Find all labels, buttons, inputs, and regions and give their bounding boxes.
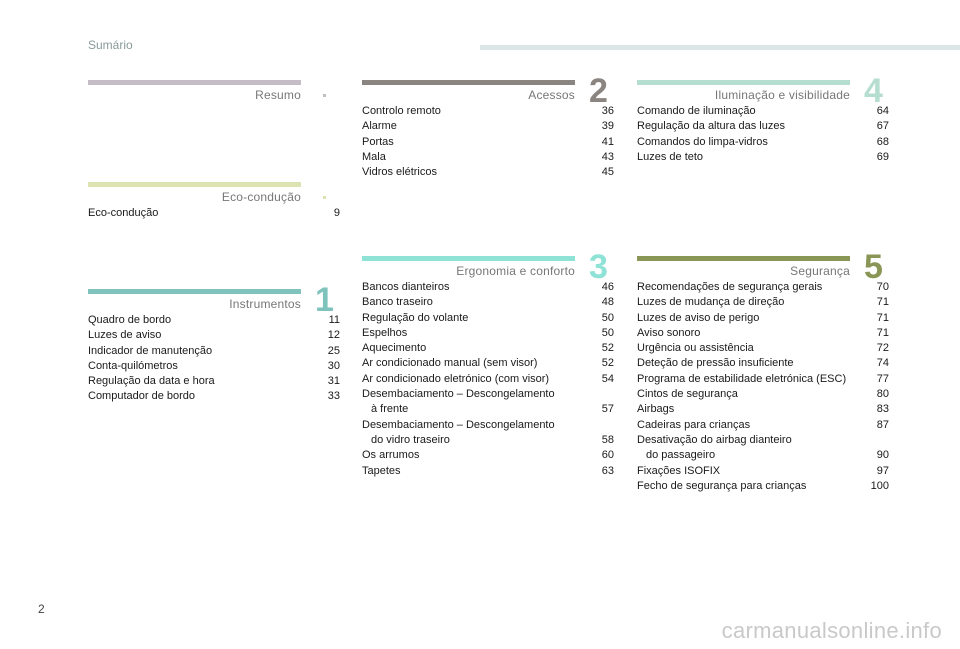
toc-entry-label [88, 389, 201, 404]
toc-entry-label [637, 402, 680, 417]
toc-entry-label [637, 479, 812, 494]
toc-entry-label [362, 280, 455, 295]
toc-entry[interactable] [362, 150, 614, 165]
toc-entry[interactable] [637, 295, 889, 310]
section-items [637, 280, 889, 494]
toc-entry-page: 30 [327, 359, 340, 372]
toc-entry-page: 50 [601, 311, 614, 324]
toc-entry-label [362, 150, 392, 165]
page-number: 2 [38, 602, 45, 616]
toc-entry[interactable] [362, 295, 614, 310]
toc-entry-label [362, 448, 425, 463]
toc-entry-label-line: Recomendações de segurança gerais [637, 281, 823, 293]
toc-entry-label-line: Banco traseiro [362, 296, 433, 309]
toc-entry[interactable] [637, 326, 889, 341]
section-title[interactable]: Iluminação e visibilidade [714, 88, 850, 102]
toc-entry-page: 46 [601, 281, 614, 293]
toc-entry[interactable] [637, 372, 889, 387]
toc-entry-label-line: Desembaciamento – Descongelamento [362, 418, 555, 431]
toc-entry-label-line: Quadro de bordo [88, 314, 172, 326]
section-title[interactable]: Segurança [790, 264, 850, 278]
section-items [88, 313, 340, 405]
toc-entry-label-line: Computador de bordo [88, 390, 196, 403]
section-number: 1 [315, 281, 334, 319]
toc-entry[interactable] [88, 344, 340, 359]
section-bar [88, 182, 301, 187]
toc-entry[interactable] [88, 328, 340, 343]
toc-entry-label-line: Eco-condução [88, 207, 159, 219]
toc-entry[interactable] [362, 448, 614, 463]
toc-entry-page: 41 [601, 135, 614, 148]
toc-entry-label [362, 418, 561, 449]
toc-entry-label-continuation: à frente [371, 403, 409, 416]
toc-entry-label-line: Regulação do volante [362, 311, 469, 324]
toc-entry-label [637, 119, 791, 134]
toc-entry-label [362, 135, 400, 150]
toc-entry-label-line: Espelhos [362, 326, 408, 339]
toc-entry-page: 54 [601, 372, 614, 385]
toc-entry[interactable] [362, 311, 614, 326]
toc-entry-page: 90 [876, 449, 889, 462]
toc-entry-label-line: Airbags [637, 403, 675, 416]
toc-entry-label-line: Alarme [362, 120, 397, 133]
toc-entry[interactable] [88, 359, 340, 374]
toc-entry-label [362, 464, 407, 479]
toc-entry[interactable] [88, 389, 340, 404]
toc-entry[interactable] [637, 150, 889, 165]
toc-entry[interactable] [637, 418, 889, 433]
section-title[interactable]: Ergonomia e conforto [456, 264, 575, 278]
section-acessos [362, 72, 614, 180]
toc-entry-page: 25 [327, 344, 340, 357]
toc-entry[interactable] [637, 104, 889, 119]
toc-entry-label [637, 372, 852, 387]
toc-entry-label-line: Desativação do airbag dianteiro [637, 433, 792, 446]
toc-entry-page: 74 [876, 357, 889, 370]
toc-entry-label [637, 311, 765, 326]
toc-entry-label-continuation: do passageiro [646, 449, 716, 462]
toc-entry-label [88, 206, 164, 221]
toc-entry[interactable] [637, 402, 889, 417]
section-bar [637, 80, 850, 85]
toc-entry-page: 71 [876, 326, 889, 339]
toc-entry[interactable] [88, 374, 340, 389]
section-iluminacao-visibilidade [637, 72, 889, 165]
toc-entry[interactable] [362, 104, 614, 119]
toc-entry-label-line: Fecho de segurança para crianças [637, 479, 807, 492]
toc-entry-page: 80 [876, 388, 889, 401]
toc-entry[interactable] [637, 387, 889, 402]
toc-entry[interactable] [637, 464, 889, 479]
toc-entry-label-line: Aquecimento [362, 342, 427, 355]
section-items [362, 280, 614, 479]
toc-entry-label [88, 344, 218, 359]
section-marker [323, 94, 326, 97]
section-bar [362, 256, 575, 261]
toc-entry[interactable] [88, 206, 340, 221]
toc-entry[interactable] [637, 433, 889, 464]
toc-entry-label-line: Comandos do limpa-vidros [637, 135, 768, 148]
toc-entry-page: 11 [328, 314, 340, 326]
toc-entry-page: 58 [601, 433, 614, 446]
section-bar [88, 80, 301, 85]
toc-entry-page: 31 [327, 375, 340, 388]
toc-entry-label [88, 328, 167, 343]
section-number: 5 [864, 248, 883, 286]
section-title[interactable]: Eco-condução [221, 190, 301, 204]
toc-entry-label-line: Programa de estabilidade eletrónica (ESC) [637, 372, 847, 385]
toc-entry[interactable] [362, 135, 614, 150]
toc-entry[interactable] [88, 313, 340, 328]
toc-entry-page: 87 [876, 418, 889, 431]
toc-entry-label-line: Luzes de aviso de perigo [637, 311, 760, 324]
toc-entry-label [362, 372, 555, 387]
toc-entry[interactable] [637, 341, 889, 356]
toc-entry-label [637, 280, 828, 295]
toc-entry-page: 69 [876, 150, 889, 163]
toc-entry-label-line: Aviso sonoro [637, 326, 701, 339]
section-items [637, 104, 889, 165]
toc-entry-label [88, 313, 177, 328]
toc-entry-page: 50 [601, 326, 614, 339]
section-number: 2 [589, 72, 608, 110]
toc-entry[interactable] [362, 326, 614, 341]
toc-entry-label-line: Luzes de aviso [88, 329, 162, 342]
toc-entry-label [362, 119, 403, 134]
toc-entry-label [362, 341, 432, 356]
toc-entry-page: 83 [876, 403, 889, 416]
toc-entry-page: 63 [601, 464, 614, 477]
section-eco-conducao [88, 182, 340, 221]
toc-entry-page: 39 [601, 120, 614, 133]
toc-entry[interactable] [637, 280, 889, 295]
toc-entry-label [637, 104, 762, 119]
toc-entry-label-line: Deteção de pressão insuficiente [637, 357, 794, 370]
toc-entry-page: 33 [327, 390, 340, 403]
toc-entry-page: 48 [601, 296, 614, 309]
toc-entry[interactable] [637, 135, 889, 150]
toc-entry-page: 64 [876, 105, 889, 117]
toc-entry-label-line: Conta-quilómetros [88, 359, 178, 372]
section-bar [362, 80, 575, 85]
toc-entry-label-line: Ar condicionado manual (sem visor) [362, 357, 538, 370]
section-resumo [88, 80, 340, 104]
toc-entry-page: 36 [601, 105, 614, 117]
toc-entry-label [362, 356, 543, 371]
section-bar [637, 256, 850, 261]
toc-entry-page: 12 [327, 329, 340, 342]
toc-entry-label [362, 165, 443, 180]
toc-entry-label [88, 359, 184, 374]
toc-entry-label-line: Urgência ou assistência [637, 342, 754, 355]
toc-entry-label [362, 326, 413, 341]
toc-entry-label [637, 356, 800, 371]
section-instrumentos [88, 281, 340, 405]
toc-entry-label [362, 104, 447, 119]
toc-entry[interactable] [637, 479, 889, 494]
page-header-title: Sumário [88, 38, 133, 52]
toc-entry[interactable] [362, 165, 614, 180]
toc-entry-label-line: Cintos de segurança [637, 388, 738, 401]
toc-entry[interactable] [362, 356, 614, 371]
toc-entry[interactable] [637, 119, 889, 134]
toc-entry-page: 9 [333, 207, 340, 219]
toc-entry-page: 70 [876, 281, 889, 293]
toc-entry[interactable] [637, 311, 889, 326]
toc-entry-label [637, 341, 760, 356]
section-number: 4 [864, 72, 883, 110]
toc-entry-page: 97 [876, 464, 889, 477]
section-title[interactable]: Acessos [528, 88, 575, 102]
section-title[interactable]: Resumo [255, 88, 301, 102]
toc-entry-page: 72 [876, 342, 889, 355]
section-ergonomia-conforto [362, 248, 614, 479]
toc-entry-label [637, 135, 774, 150]
toc-entry-label [637, 295, 790, 310]
toc-entry-page: 45 [601, 166, 614, 179]
toc-entry-page: 43 [601, 150, 614, 163]
toc-entry-label-line: Tapetes [362, 464, 401, 477]
toc-entry[interactable] [362, 341, 614, 356]
toc-entry[interactable] [362, 280, 614, 295]
toc-entry-page: 71 [876, 296, 889, 309]
section-marker [323, 196, 326, 199]
toc-entry-label-line: Portas [362, 135, 394, 148]
section-items [88, 206, 340, 221]
toc-entry-page: 57 [601, 403, 614, 416]
toc-entry-page: 77 [876, 372, 889, 385]
toc-entry-label [362, 295, 439, 310]
section-bar [88, 289, 301, 294]
toc-entry-label-line: Comando de iluminação [637, 105, 756, 117]
toc-entry[interactable] [637, 356, 889, 371]
toc-entry-page: 71 [876, 311, 889, 324]
section-seguranca [637, 248, 889, 494]
toc-entry-label-line: Luzes de mudança de direção [637, 296, 785, 309]
toc-entry-label-line: Vidros elétricos [362, 166, 437, 179]
toc-entry[interactable] [362, 372, 614, 387]
toc-entry-label [637, 150, 709, 165]
section-title[interactable]: Instrumentos [229, 297, 301, 311]
toc-entry[interactable] [362, 387, 614, 418]
toc-entry-label-line: Fixações ISOFIX [637, 464, 721, 477]
toc-entry-page: 52 [601, 342, 614, 355]
toc-entry-page: 52 [601, 357, 614, 370]
toc-entry-label [637, 464, 726, 479]
toc-entry-label [637, 418, 756, 433]
toc-entry-label [88, 374, 221, 389]
toc-entry[interactable] [362, 418, 614, 449]
toc-entry-label-line: Regulação da altura das luzes [637, 120, 785, 133]
toc-entry-label-line: Ar condicionado eletrónico (com visor) [362, 372, 550, 385]
toc-entry[interactable] [362, 119, 614, 134]
toc-entry-page: 100 [870, 479, 889, 492]
section-number: 3 [589, 248, 608, 286]
toc-entry-page: 60 [601, 449, 614, 462]
toc-entry-label [637, 387, 744, 402]
watermark: carmanualsonline.info [721, 618, 942, 643]
toc-entry-label-line: Bancos dianteiros [362, 281, 450, 293]
toc-entry[interactable] [362, 464, 614, 479]
toc-entry-label [637, 433, 798, 464]
toc-entry-label-line: Cadeiras para crianças [637, 418, 751, 431]
toc-entry-page: 68 [876, 135, 889, 148]
toc-entry-label-line: Mala [362, 150, 386, 163]
header-bar [480, 45, 960, 50]
section-items [362, 104, 614, 180]
toc-entry-label [362, 311, 474, 326]
toc-entry-label [637, 326, 706, 341]
toc-entry-label-line: Desembaciamento – Descongelamento [362, 388, 555, 401]
toc-entry-page: 67 [876, 120, 889, 133]
toc-entry-label-line: Indicador de manutenção [88, 344, 213, 357]
toc-entry-label-line: Regulação da data e hora [88, 375, 215, 388]
toc-entry-label-line: Luzes de teto [637, 150, 704, 163]
toc-entry-label [362, 387, 561, 418]
toc-entry-label-line: Controlo remoto [362, 105, 441, 117]
toc-entry-label-continuation: do vidro traseiro [371, 433, 450, 446]
toc-entry-label-line: Os arrumos [362, 449, 420, 462]
